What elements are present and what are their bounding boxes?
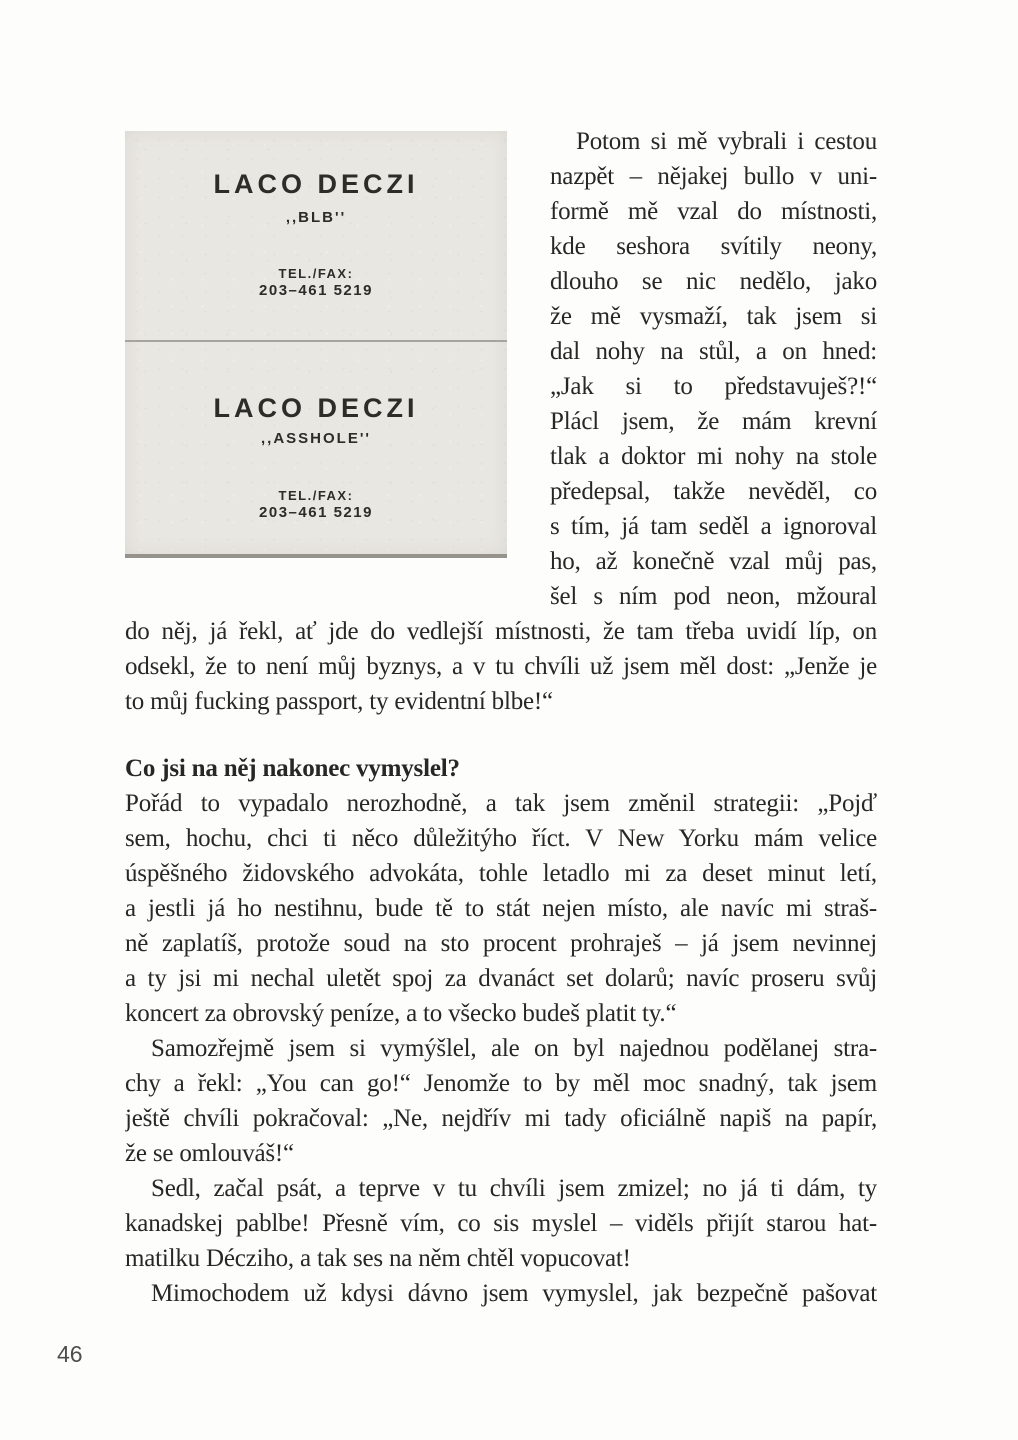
text-line: Plácl jsem, že mám krevní	[550, 408, 877, 435]
card1-nickname: ,,BLB''	[285, 209, 347, 226]
text-line: ještě chvíli pokračoval: „Ne, nejdřív mi tady oficiálně napiš na papír,	[125, 1105, 877, 1132]
business-cards-scan	[125, 131, 507, 558]
text-line: a jestli já ho nestihnu, bude tě to stát nejen místo, ale navíc mi straš-	[125, 895, 877, 922]
text-line: Sedl, začal psát, a teprve v tu chvíli jsem zmizel; no já ti dám, ty	[151, 1175, 877, 1202]
top-section	[0, 0, 1018, 614]
text-line: úspěšného židovského advokáta, tohle letadlo mi za deset minut letí,	[125, 860, 877, 887]
card-divider-line	[125, 340, 507, 342]
card1-name: LACO DECZI	[213, 169, 419, 199]
text-line: šel s ním pod neon, mžoural	[550, 583, 877, 610]
text-line: Potom si mě vybrali i cestou	[576, 128, 877, 155]
text-line: „Jak si to představuješ?!“	[550, 373, 877, 400]
text-line: to můj fucking passport, ty evidentní blbe!“	[125, 688, 553, 715]
text-line: odsekl, že to není můj byznys, a v tu chvíli už jsem měl dost: „Jenže je	[125, 653, 877, 680]
text-line: s tím, já tam seděl a ignoroval	[550, 513, 877, 540]
text-line: ně zaplatíš, protože soud na sto procent prohraješ – já jsem nevinnej	[125, 930, 877, 957]
card1-tel-label: TEL./FAX:	[278, 266, 354, 281]
wrapped-text-column	[550, 124, 877, 614]
card2-tel-label: TEL./FAX:	[278, 488, 354, 503]
page-number: 46	[57, 1341, 83, 1367]
text-line: ho, až konečně vzal můj pas,	[550, 548, 877, 575]
text-line: kde seshora svítily neony,	[550, 233, 877, 260]
text-line: chy a řekl: „You can go!“ Jenomže to by měl moc snadný, tak jsem	[125, 1070, 877, 1097]
card2-tel-number: 203–461 5219	[259, 504, 373, 521]
text-line: kanadskej pablbe! Přesně vím, co sis myslel – viděls přijít starou hat-	[125, 1210, 877, 1237]
text-line: koncert za obrovský peníze, a to všecko budeš platit ty.“	[125, 1000, 677, 1027]
text-line: a ty jsi mi nechal uletět spoj za dvanáct set dolarů; navíc proseru svůj	[125, 965, 877, 992]
text-line: nazpět – nějakej bullo v uni-	[550, 163, 877, 190]
text-line: dlouho se nic nedělo, jako	[550, 268, 877, 295]
text-line: Mimochodem už kdysi dávno jsem vymyslel, jak bezpečně pašovat	[151, 1280, 877, 1307]
text-line: tlak a doktor mi nohy na stole	[550, 443, 877, 470]
text-line: Samozřejmě jsem si vymýšlel, ale on byl najednou podělanej stra-	[151, 1035, 877, 1062]
section-heading: Co jsi na něj nakonec vymyslel?	[125, 755, 460, 782]
text-line: sem, hochu, chci ti něco důležitýho říct. V New Yorku mám velice	[125, 825, 877, 852]
main-text-block	[0, 614, 1018, 1311]
text-line: dal nohy na stůl, a on hned:	[550, 338, 877, 365]
text-line: že mě vysmaží, tak jsem si	[550, 303, 877, 330]
text-line: do něj, já řekl, ať jde do vedlejší místnosti, že tam třeba uvidí líp, on	[125, 618, 877, 645]
card2-name: LACO DECZI	[213, 393, 419, 423]
card2-nickname: ,,ASSHOLE''	[261, 430, 371, 447]
card1-tel-number: 203–461 5219	[259, 282, 373, 299]
text-line: formě mě vzal do místnosti,	[550, 198, 877, 225]
text-line: matilku Décziho, a tak ses na něm chtěl vopucovat!	[125, 1245, 631, 1272]
text-line: Pořád to vypadalo nerozhodně, a tak jsem změnil strategii: „Pojď	[125, 790, 877, 817]
text-line: že se omlouváš!“	[125, 1140, 294, 1167]
text-line: předepsal, takže nevěděl, co	[550, 478, 877, 505]
